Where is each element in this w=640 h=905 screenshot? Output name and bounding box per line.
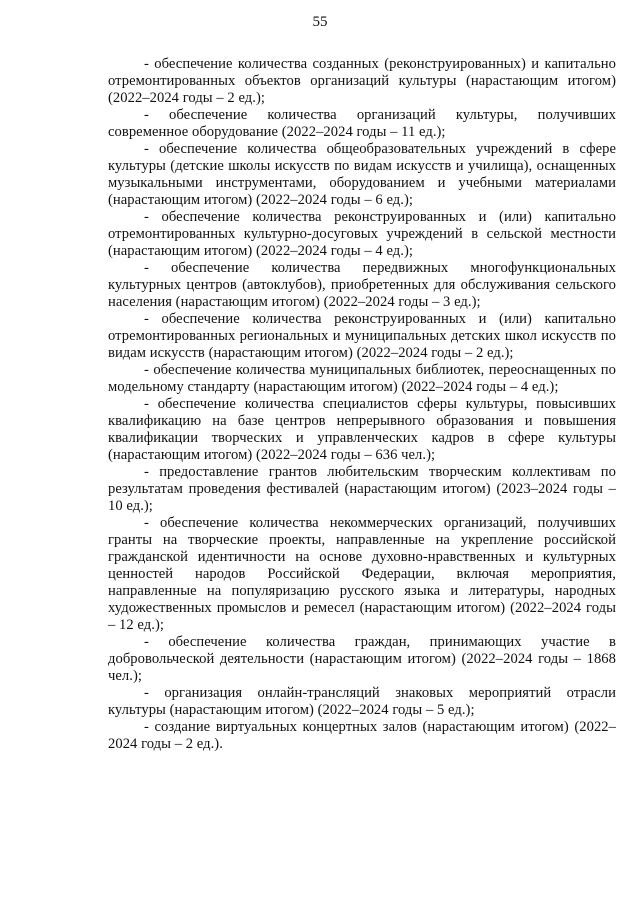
list-item: - обеспечение количества муниципальных библиотек, переоснащенных по модельному стандарту (нарастающим итогом) (2022–2024 годы – 4 ед.); bbox=[108, 362, 616, 395]
list-item: - предоставление грантов любительским творческим коллективам по результатам проведения фестивалей (нарастающим итогом) (2023–2024 годы – 10 ед.); bbox=[108, 464, 616, 514]
list-item: - обеспечение количества созданных (реконструированных) и капитально отремонтированных объектов организаций культуры (нарастающим итогом) (2022–2024 годы – 2 ед.); bbox=[108, 56, 616, 106]
list-item: - обеспечение количества реконструированных и (или) капитально отремонтированных культурно-досуговых учреждений в сельской местности (нарастающим итогом) (2022–2024 годы – 4 ед.); bbox=[108, 209, 616, 259]
list-item: - обеспечение количества некоммерческих организаций, получивших гранты на творческие проекты, направленные на укрепление российской гражданской идентичности на основе духовно-нравственных и культурных ценностей народов Российской Федерации, включая мероприятия, направленные на популяризацию русского языка и литературы, народных художественных промыслов и ремесел (нарастающим итогом) (2022–2024 годы – 12 ед.); bbox=[108, 515, 616, 633]
list-item: - создание виртуальных концертных залов (нарастающим итогом) (2022–2024 годы – 2 ед.). bbox=[108, 719, 616, 752]
page-number: 55 bbox=[312, 14, 328, 30]
list-item: - обеспечение количества общеобразовательных учреждений в сфере культуры (детские школы искусств по видам искусств и училища), оснащенных музыкальными инструментами, оборудованием и учебными материалами (нарастающим итогом) (2022–2024 годы – 6 ед.); bbox=[108, 141, 616, 208]
list-item: - организация онлайн-трансляций знаковых мероприятий отрасли культуры (нарастающим итогом) (2022–2024 годы – 5 ед.); bbox=[108, 685, 616, 718]
list-item: - обеспечение количества граждан, принимающих участие в добровольческой деятельности (нарастающим итогом) (2022–2024 годы – 1868 чел.); bbox=[108, 634, 616, 684]
list-item: - обеспечение количества передвижных многофункциональных культурных центров (автоклубов), приобретенных для обслуживания сельского населения (нарастающим итогом) (2022–2024 годы – 3 ед.); bbox=[108, 260, 616, 310]
list-item: - обеспечение количества организаций культуры, получивших современное оборудование (2022–2024 годы – 11 ед.); bbox=[108, 107, 616, 140]
list-item: - обеспечение количества специалистов сферы культуры, повысивших квалификацию на базе центров непрерывного образования и повышения квалификации творческих и управленческих кадров в сфере культуры (нарастающим итогом) (2022–2024 годы – 636 чел.); bbox=[108, 396, 616, 463]
page-content bbox=[108, 56, 616, 753]
list-item: - обеспечение количества реконструированных и (или) капитально отремонтированных региональных и муниципальных детских школ искусств по видам искусств (нарастающим итогом) (2022–2024 годы – 2 ед.); bbox=[108, 311, 616, 361]
